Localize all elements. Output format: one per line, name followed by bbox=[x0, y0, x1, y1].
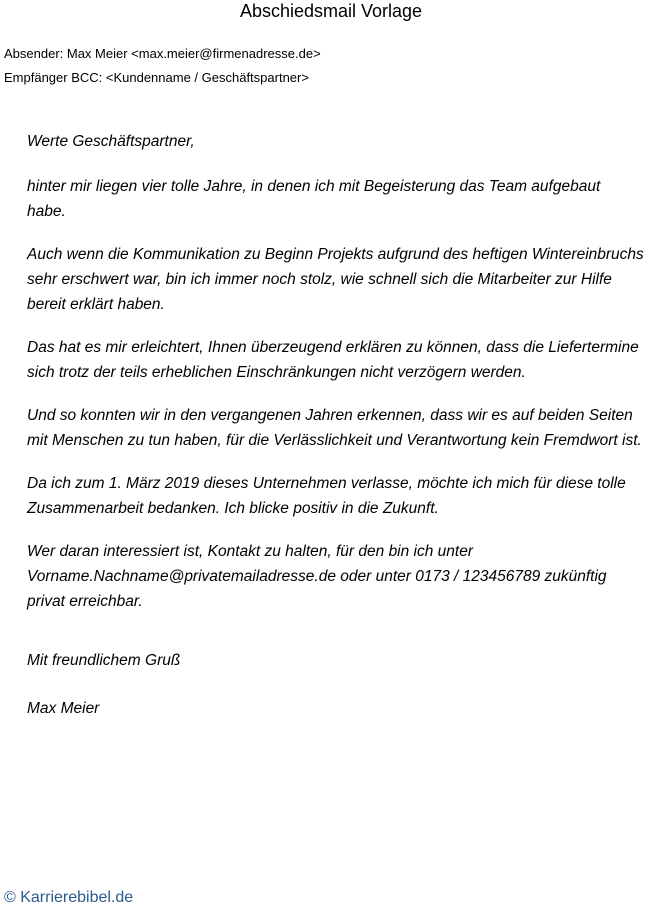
paragraph-1-line-2: habe. bbox=[27, 203, 66, 220]
sender-line: Absender: Max Meier <max.meier@firmenadresse.de> bbox=[4, 46, 321, 61]
paragraph-6-line-2: Vorname.Nachname@privatemailadresse.de oder unter 0173 / 123456789 zukünftig bbox=[27, 568, 607, 585]
paragraph-6-line-3: privat erreichbar. bbox=[27, 593, 143, 610]
document-title: Abschiedsmail Vorlage bbox=[239, 1, 423, 21]
paragraph-2-line-3: bereit erklärt haben. bbox=[27, 296, 165, 313]
recipient-line: Empfänger BCC: <Kundenname / Geschäftspartner> bbox=[4, 70, 309, 85]
paragraph-4-line-1: Und so konnten wir in den vergangenen Jahren erkennen, dass wir es auf beiden Seiten bbox=[27, 407, 633, 424]
paragraph-6-line-1: Wer daran interessiert ist, Kontakt zu halten, für den bin ich unter bbox=[27, 543, 474, 560]
paragraph-2-line-1: Auch wenn die Kommunikation zu Beginn Projekts aufgrund des heftigen Wintereinbruchs bbox=[27, 246, 644, 263]
copyright-footer: © Karrierebibel.de bbox=[4, 889, 134, 906]
paragraph-1-line-1: hinter mir liegen vier tolle Jahre, in denen ich mit Begeisterung das Team aufgebaut bbox=[27, 178, 601, 195]
paragraph-4-line-2: mit Menschen zu tun haben, für die Verlässlichkeit und Verantwortung kein Fremdwort ist. bbox=[27, 432, 642, 449]
paragraph-5-line-2: Zusammenarbeit bedanken. Ich blicke positiv in die Zukunft. bbox=[27, 500, 439, 517]
paragraph-3-line-2: sich trotz der teils erheblichen Einschränkungen nicht verzögern werden. bbox=[27, 364, 526, 381]
paragraph-5-line-1: Da ich zum 1. März 2019 dieses Unternehmen verlasse, möchte ich mich für diese tolle bbox=[27, 475, 626, 492]
letter-body bbox=[27, 129, 659, 721]
paragraph-2-line-2: sehr erschwert war, bin ich immer noch stolz, wie schnell sich die Mitarbeiter zur Hilfe bbox=[27, 271, 612, 288]
signature: Max Meier bbox=[27, 700, 100, 717]
salutation: Werte Geschäftspartner, bbox=[27, 133, 195, 150]
closing: Mit freundlichem Gruß bbox=[27, 652, 181, 669]
paragraph-3-line-1: Das hat es mir erleichtert, Ihnen überzeugend erklären zu können, dass die Liefertermine bbox=[27, 339, 639, 356]
